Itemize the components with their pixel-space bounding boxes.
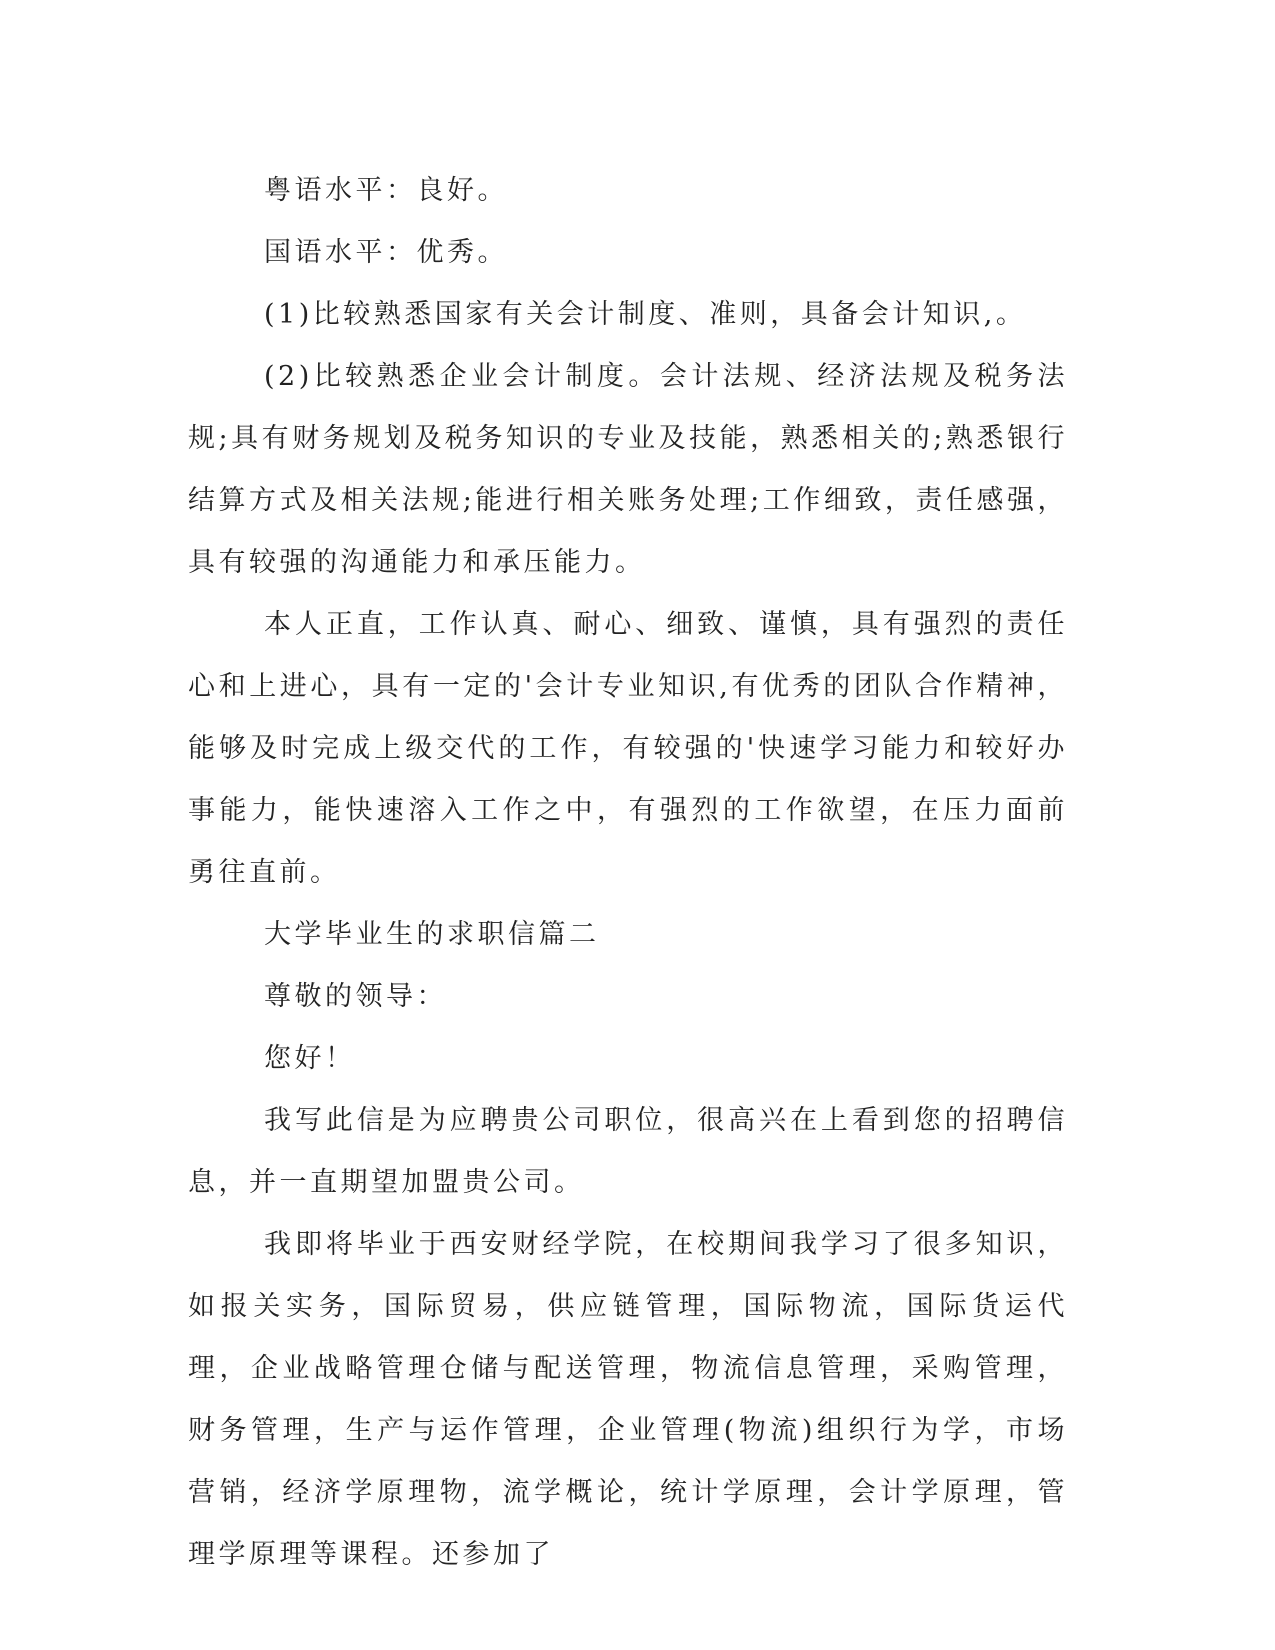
paragraph-application-intro: 我写此信是为应聘贵公司职位，很高兴在上看到您的招聘信息，并一直期望加盟贵公司。: [188, 1105, 1068, 1198]
paragraph-skill-2: (2)比较熟悉企业会计制度。会计法规、经济法规及税务法规;具有财务规划及税务知识的专业及技能，熟悉相关的;熟悉银行结算方式及相关法规;能进行相关账务处理;工作细致，责任感强，具有较强的沟通能力和承压能力。: [188, 361, 1068, 578]
paragraph-cantonese-level: 粤语水平：良好。: [264, 175, 508, 206]
greeting: 您好！: [264, 1043, 356, 1074]
paragraph-skill-1: (1)比较熟悉国家有关会计制度、准则，具备会计知识,。: [264, 299, 1027, 330]
paragraph-self-evaluation: 本人正直，工作认真、耐心、细致、谨慎，具有强烈的责任心和上进心，具有一定的'会计专业知识,有优秀的团队合作精神，能够及时完成上级交代的工作，有较强的'快速学习能力和较好办事能力，能快速溶入工作之中，有强烈的工作欲望，在压力面前勇往直前。: [188, 609, 1068, 888]
paragraph-mandarin-level: 国语水平：优秀。: [264, 237, 508, 268]
section-heading: 大学毕业生的求职信篇二: [264, 919, 600, 950]
salutation: 尊敬的领导：: [264, 981, 447, 1012]
paragraph-education: 我即将毕业于西安财经学院，在校期间我学习了很多知识，如报关实务，国际贸易，供应链管理，国际物流，国际货运代理，企业战略管理仓储与配送管理，物流信息管理，采购管理，财务管理，生产与运作管理，企业管理(物流)组织行为学，市场营销，经济学原理物，流学概论，统计学原理，会计学原理，管理学原理等课程。还参加了: [188, 1229, 1068, 1570]
document-body: [188, 160, 1068, 1586]
